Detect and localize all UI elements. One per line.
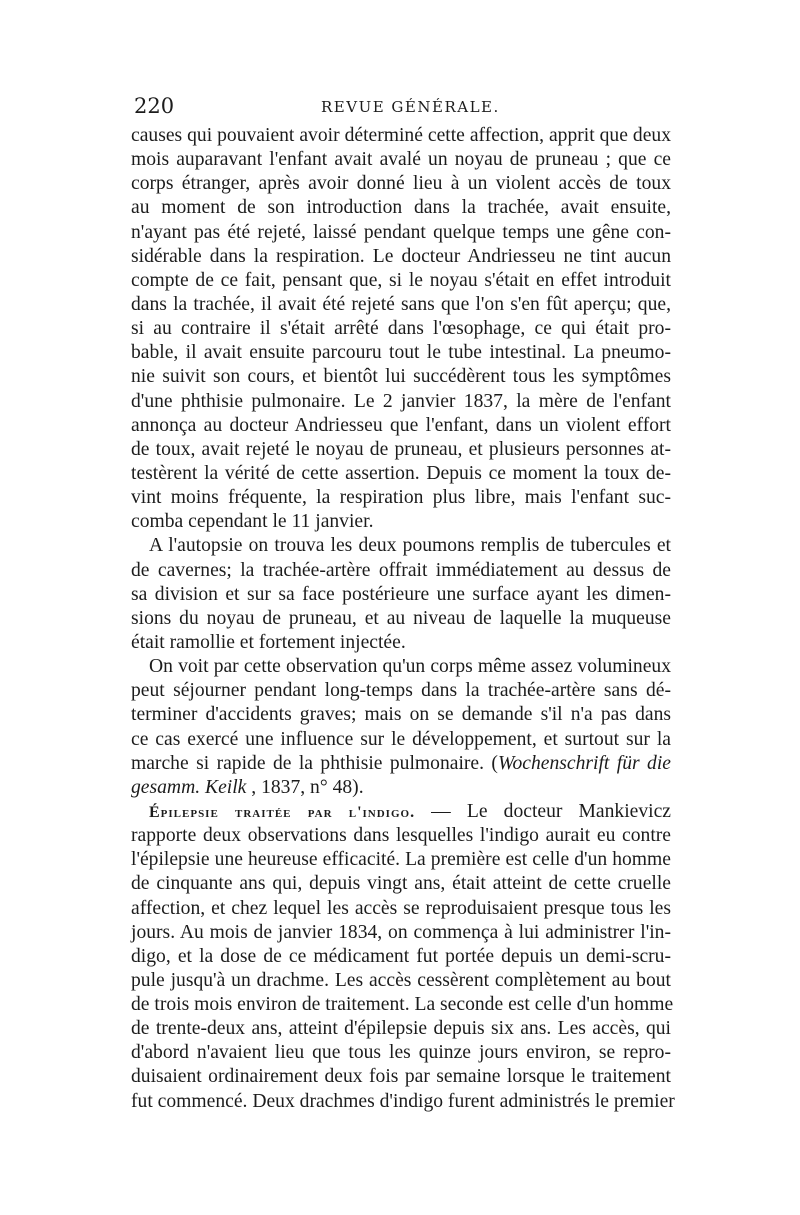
text-line: causes qui pouvaient avoir déterminé cette affection, apprit que deux <box>131 125 671 146</box>
text-line: vint moins fréquente, la respiration plus libre, mais l'enfant suc- <box>131 487 671 509</box>
paragraph-case-history <box>131 124 671 534</box>
text-line: terminer d'accidents graves; mais on se demande s'il n'a pas dans <box>131 704 671 726</box>
text-line: de cavernes; la trachée-artère offrait immédiatement au dessus de <box>131 559 671 581</box>
page-number: 220 <box>134 94 175 118</box>
text-line: sa division et sur sa face postérieure une surface ayant les dimen- <box>131 583 671 605</box>
text-line: testèrent la vérité de cette assertion. Depuis ce moment la toux de- <box>131 462 671 484</box>
text-line: fut commencé. Deux drachmes d'indigo furent administrés le premier <box>131 1090 675 1112</box>
text-line: peut séjourner pendant long-temps dans la trachée-artère sans dé- <box>131 680 671 702</box>
text-line: dans la trachée, il avait été rejeté sans que l'on s'en fût aperçu; que, <box>131 293 671 315</box>
text-run: — Le docteur Mankievicz <box>415 800 672 822</box>
text-line: ce cas exercé une influence sur le développement, et surtout sur la <box>131 728 671 750</box>
text-line: A l'autopsie on trouva les deux poumons remplis de tubercules et <box>149 535 671 557</box>
text-line: nie suivit son cours, et bientôt lui succédèrent tous les symptômes <box>131 366 671 388</box>
text-line: d'une phthisie pulmonaire. Le 2 janvier 1837, la mère de l'enfant <box>131 390 671 412</box>
text-line: On voit par cette observation qu'un corps même assez volumineux <box>149 656 671 678</box>
paragraph-epilepsy <box>131 800 675 1114</box>
paragraph-autopsy <box>131 534 671 655</box>
text-line: si au contraire il s'était arrêté dans l'œsophage, ce qui était pro- <box>131 318 671 340</box>
citation-title: Wochenschrift für die <box>497 752 671 774</box>
text-line: de cinquante ans qui, depuis vingt ans, était atteint de cette cruelle <box>131 873 671 895</box>
text-line: duisaient ordinairement deux fois par semaine lorsque le traitement <box>131 1066 671 1088</box>
text-line: d'abord n'avaient lieu que tous les quinze jours environ, se repro- <box>131 1042 671 1064</box>
text-line: n'ayant pas été rejeté, laissé pendant quelque temps une gêne con- <box>131 221 671 243</box>
citation-line <box>131 752 671 776</box>
citation-line <box>131 776 671 800</box>
text-line: comba cependant le 11 janvier. <box>131 511 374 533</box>
citation-title: gesamm. Keilk <box>131 776 247 798</box>
journal-title: REVUE GÉNÉRALE. <box>321 98 500 116</box>
text-line: de trois mois environ de traitement. La seconde est celle d'un homme <box>131 994 674 1016</box>
text-line: rapporte deux observations dans lesquelles l'indigo aurait eu contre <box>131 825 671 847</box>
text-line: jours. Au mois de janvier 1834, on commença à lui administrer l'in- <box>131 921 671 943</box>
text-line: sions du noyau de pruneau, et au niveau de laquelle la muqueuse <box>131 607 671 629</box>
text-line: de trente-deux ans, atteint d'épilepsie depuis six ans. Les accès, qui <box>131 1018 671 1040</box>
text-line: de toux, avait rejeté le noyau de pruneau, et plusieurs personnes at- <box>131 438 671 460</box>
text-run: marche si rapide de la phthisie pulmonaire. ( <box>131 752 498 774</box>
text-line: sidérable dans la respiration. Le docteur Andriesseu ne tint aucun <box>131 245 671 267</box>
text-line: au moment de son introduction dans la trachée, avait ensuite, <box>131 197 671 219</box>
text-line: était ramollie et fortement injectée. <box>131 631 406 653</box>
section-heading: Épilepsie traitée par l'indigo. <box>149 803 416 821</box>
section-heading-line <box>131 800 671 824</box>
text-line: affection, et chez lequel les accès se reproduisaient presque tous les <box>131 897 671 919</box>
text-line: bable, il avait ensuite parcouru tout le tube intestinal. La pneumo- <box>131 342 671 364</box>
running-head <box>131 94 671 124</box>
book-page <box>131 94 675 1114</box>
text-line: pule jusqu'à un drachme. Les accès cessèrent complètement au bout <box>131 969 671 991</box>
text-line: digo, et la dose de ce médicament fut portée depuis un demi-scru- <box>131 945 671 967</box>
citation-reference: , 1837, n° 48). <box>246 776 364 798</box>
paragraph-observation <box>131 655 671 800</box>
text-line: mois auparavant l'enfant avait avalé un noyau de pruneau ; que ce <box>131 149 671 171</box>
text-line: annonça au docteur Andriesseu que l'enfant, dans un violent effort <box>131 414 671 436</box>
text-line: compte de ce fait, pensant que, si le noyau s'était en effet introduit <box>131 269 671 291</box>
text-line: corps étranger, après avoir donné lieu à un violent accès de toux <box>131 173 671 195</box>
text-line: l'épilepsie une heureuse efficacité. La première est celle d'un homme <box>131 849 671 871</box>
